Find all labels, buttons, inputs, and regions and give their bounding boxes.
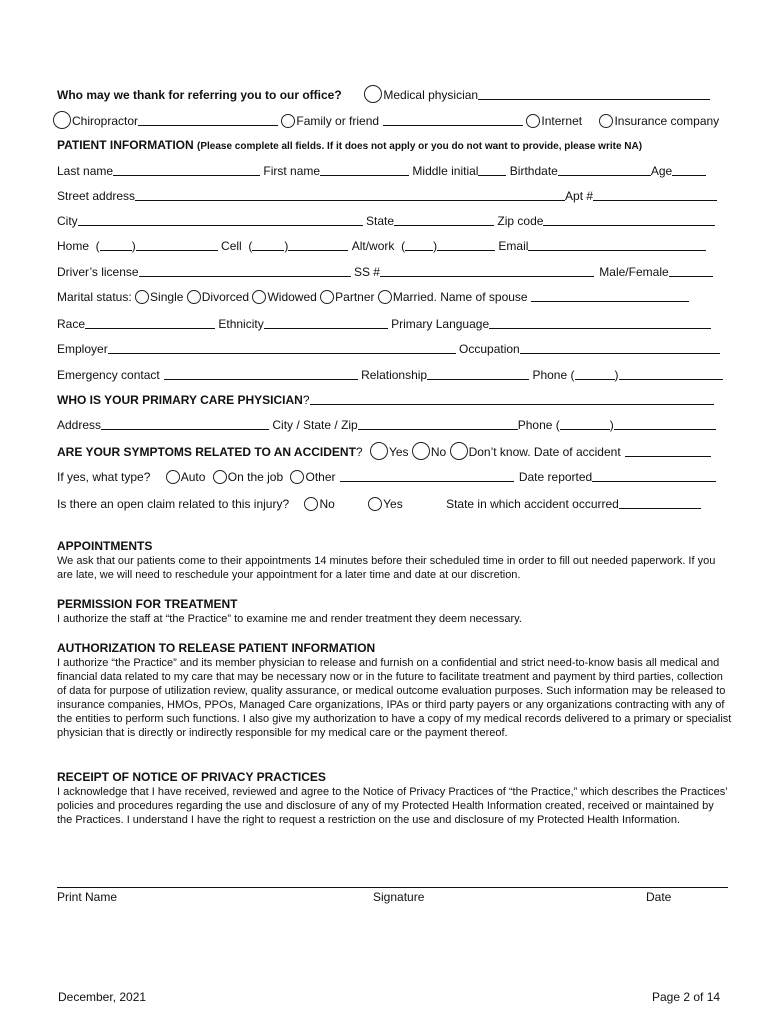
emergency-phone-field[interactable]	[619, 367, 723, 380]
radio-medical-physician[interactable]	[364, 85, 382, 103]
home-area-field[interactable]	[100, 238, 132, 251]
phone-row: Home ( ) Cell ( ) Alt/work ( ) Email	[57, 238, 732, 256]
date-label: Date	[646, 890, 672, 904]
option-label: Medical physician	[383, 88, 479, 102]
option-label: Yes	[383, 497, 403, 511]
zip-field[interactable]	[543, 213, 715, 226]
field-label: City / State / Zip	[272, 418, 358, 432]
accident-question: ARE YOUR SYMPTOMS RELATED TO AN ACCIDENT	[57, 445, 356, 459]
option-label: Auto	[180, 470, 206, 484]
option-label: Other	[305, 470, 336, 484]
ethnicity-field[interactable]	[264, 316, 388, 329]
radio-partner[interactable]	[320, 290, 334, 304]
pcp-city-state-zip-field[interactable]	[358, 417, 518, 430]
field-label: Street address	[57, 189, 136, 203]
signature-label: Signature	[373, 890, 425, 904]
radio-claim-yes[interactable]	[368, 497, 382, 511]
radio-married[interactable]	[378, 290, 392, 304]
field-label: Home	[57, 239, 90, 253]
radio-family-friend[interactable]	[281, 114, 295, 128]
city-row	[57, 213, 732, 231]
referral-question: Who may we thank for referring you to our office?	[57, 88, 342, 102]
cell-phone-field[interactable]	[288, 238, 348, 251]
authorization-title: AUTHORIZATION TO RELEASE PATIENT INFORMATION	[57, 641, 376, 655]
option-label: On the job	[227, 470, 284, 484]
primary-language-field[interactable]	[489, 316, 711, 329]
field-label: State in which accident occurred	[446, 497, 619, 511]
emergency-contact-field[interactable]	[164, 367, 358, 380]
field-label: Relationship	[361, 368, 428, 382]
pcp-question: WHO IS YOUR PRIMARY CARE PHYSICIAN	[57, 393, 303, 407]
field-label: Occupation	[459, 342, 520, 356]
field-label: Phone	[517, 418, 553, 432]
pcp-field[interactable]	[310, 392, 714, 405]
apt-field[interactable]	[593, 188, 717, 201]
age-field[interactable]	[672, 163, 706, 176]
option-label: Single	[150, 290, 184, 304]
home-phone-field[interactable]	[136, 238, 218, 251]
ssn-field[interactable]	[380, 264, 594, 277]
pcp-address-field[interactable]	[101, 417, 269, 430]
claim-row	[57, 496, 732, 514]
last-name-field[interactable]	[113, 163, 260, 176]
radio-claim-no[interactable]	[304, 497, 318, 511]
option-label: Married. Name of spouse	[392, 290, 528, 304]
field-label: Employer	[57, 342, 108, 356]
address-row	[57, 188, 732, 206]
field-label: Address	[57, 418, 102, 432]
employer-row	[57, 341, 732, 359]
field-label: Zip code	[497, 214, 544, 228]
field-label: First name	[263, 164, 321, 178]
email-field[interactable]	[528, 238, 706, 251]
option-label: Insurance company	[614, 114, 720, 128]
radio-widowed[interactable]	[252, 290, 266, 304]
spouse-name-field[interactable]	[531, 289, 689, 302]
radio-accident-no[interactable]	[412, 442, 430, 460]
radio-type-other[interactable]	[290, 470, 304, 484]
signature-line[interactable]	[57, 887, 728, 888]
pcp-row: WHO IS YOUR PRIMARY CARE PHYSICIAN?	[57, 392, 732, 410]
employer-field[interactable]	[108, 341, 456, 354]
patient-info-heading	[57, 138, 732, 156]
license-row	[57, 264, 732, 282]
option-label: Divorced	[201, 290, 250, 304]
field-label: Last name	[57, 164, 114, 178]
radio-internet[interactable]	[526, 114, 540, 128]
option-label: No	[430, 445, 447, 459]
middle-initial-field[interactable]	[478, 163, 506, 176]
field-label: Age	[650, 164, 673, 178]
race-row	[57, 316, 732, 334]
drivers-license-field[interactable]	[139, 264, 351, 277]
permission-text: I authorize the staff at “the Practice” to examine me and render treatment they deem necessary.	[57, 613, 522, 625]
page-number: Page 2 of 14	[652, 990, 721, 1004]
authorization-text: I authorize “the Practice” and its member physician to release and furnish on a confidential and strict need-to-know basis all medical and financial data related to my care that may be necessary now or in the future to facilitate treatment and payment by third parties, collection of data for purpose of utilization review, quality assurance, or medical outcome evaluation purposes. Such information may be released to insurance companies, HMOs, PPOs, Managed Care organizations, IPAs or third party payers or any organizations contracting with any of the entities to perform such functions. I also give my authorization to have a copy of my medical records delivered to a primary or specialist physician that is directly or indirectly responsible for my medical care or the payment thereof.	[57, 657, 732, 739]
city-field[interactable]	[78, 213, 363, 226]
field-label: Phone	[532, 368, 568, 382]
radio-type-auto[interactable]	[166, 470, 180, 484]
occupation-field[interactable]	[520, 341, 720, 354]
gender-field[interactable]	[669, 264, 713, 277]
option-label: Family or friend	[296, 114, 380, 128]
date-reported-field[interactable]	[592, 469, 716, 482]
section-title: PATIENT INFORMATION	[57, 138, 194, 152]
print-name-label: Print Name	[57, 890, 118, 904]
field-label: Email	[498, 239, 529, 253]
pcp-area-field[interactable]	[560, 417, 610, 430]
pcp-address-row: Address City / State / Zip Phone ( )	[57, 417, 732, 435]
field-label: If yes, what type?	[57, 470, 151, 484]
appointments-title: APPOINTMENTS	[57, 539, 153, 553]
privacy-text: I acknowledge that I have received, reviewed and agree to the Notice of Privacy Practices of “the Practice,” which describes the Practices’ policies and procedures regarding the use and disclosure of any of my Protected Health Information created, received or maintained by the Practices. I understand I have the right to request a restriction on the use and disclosure of my Protected Health Information.	[57, 786, 728, 826]
relationship-field[interactable]	[427, 367, 529, 380]
marital-row	[57, 289, 732, 307]
state-field[interactable]	[394, 213, 494, 226]
option-label: Widowed	[267, 290, 317, 304]
pcp-phone-field[interactable]	[614, 417, 716, 430]
radio-chiropractor[interactable]	[53, 111, 71, 129]
radio-divorced[interactable]	[187, 290, 201, 304]
family-friend-field[interactable]	[383, 113, 523, 126]
field-label: Driver’s license	[57, 265, 139, 279]
birthdate-field[interactable]	[558, 163, 651, 176]
referral-row	[57, 85, 732, 103]
emergency-area-field[interactable]	[575, 367, 615, 380]
radio-accident-yes[interactable]	[370, 442, 388, 460]
field-label: Date reported	[518, 470, 593, 484]
option-label: No	[319, 497, 335, 511]
option-label: Internet	[541, 114, 583, 128]
race-field[interactable]	[85, 316, 215, 329]
field-label: Male/Female	[599, 265, 669, 279]
alt-area-field[interactable]	[405, 238, 433, 251]
other-type-field[interactable]	[340, 469, 514, 482]
field-label: SS #	[353, 265, 380, 279]
option-label: Partner	[335, 290, 375, 304]
accident-row: ARE YOUR SYMPTOMS RELATED TO AN ACCIDENT? Yes No Don’t know. Date of accident	[57, 442, 732, 460]
accident-date-field[interactable]	[625, 444, 711, 457]
radio-insurance-company[interactable]	[599, 114, 613, 128]
option-label: Yes	[388, 445, 409, 459]
accident-type-row	[57, 469, 732, 487]
privacy-title: RECEIPT OF NOTICE OF PRIVACY PRACTICES	[57, 770, 326, 784]
radio-single[interactable]	[135, 290, 149, 304]
medical-physician-field[interactable]	[478, 87, 710, 100]
field-label: Middle initial	[412, 164, 479, 178]
field-label: Emergency contact	[57, 368, 160, 382]
street-address-field[interactable]	[135, 188, 565, 201]
accident-state-field[interactable]	[619, 496, 701, 509]
chiropractor-field[interactable]	[138, 113, 278, 126]
emergency-row: Emergency contact Relationship Phone ( )	[57, 367, 732, 385]
appointments-text: We ask that our patients come to their appointments 14 minutes before their scheduled time in order to fill out needed paperwork. If you are late, we will need to reschedule your appointment for a later time and date at our discretion.	[57, 555, 716, 581]
field-label: Marital status:	[57, 290, 132, 304]
referral-options-row	[53, 111, 732, 129]
field-label: Birthdate	[509, 164, 558, 178]
cell-area-field[interactable]	[252, 238, 284, 251]
field-label: Primary Language	[391, 317, 490, 331]
field-label: State	[366, 214, 395, 228]
name-row	[57, 163, 732, 181]
field-label: Ethnicity	[218, 317, 264, 331]
first-name-field[interactable]	[320, 163, 409, 176]
alt-phone-field[interactable]	[437, 238, 495, 251]
field-label: Alt/work	[351, 239, 395, 253]
field-label: Is there an open claim related to this injury?	[57, 497, 290, 511]
radio-accident-dont-know[interactable]	[450, 442, 468, 460]
radio-type-job[interactable]	[213, 470, 227, 484]
field-label: Apt #	[565, 189, 594, 203]
permission-title: PERMISSION FOR TREATMENT	[57, 597, 238, 611]
field-label: City	[57, 214, 78, 228]
section-note: (Please complete all fields. If it does not apply or you do not want to provide, please write NA)	[197, 141, 643, 152]
field-label: Race	[57, 317, 86, 331]
field-label: Cell	[221, 239, 242, 253]
option-label: Chiropractor	[72, 114, 139, 128]
option-label: Don’t know. Date of accident	[468, 445, 621, 459]
footer-date: December, 2021	[58, 990, 147, 1004]
